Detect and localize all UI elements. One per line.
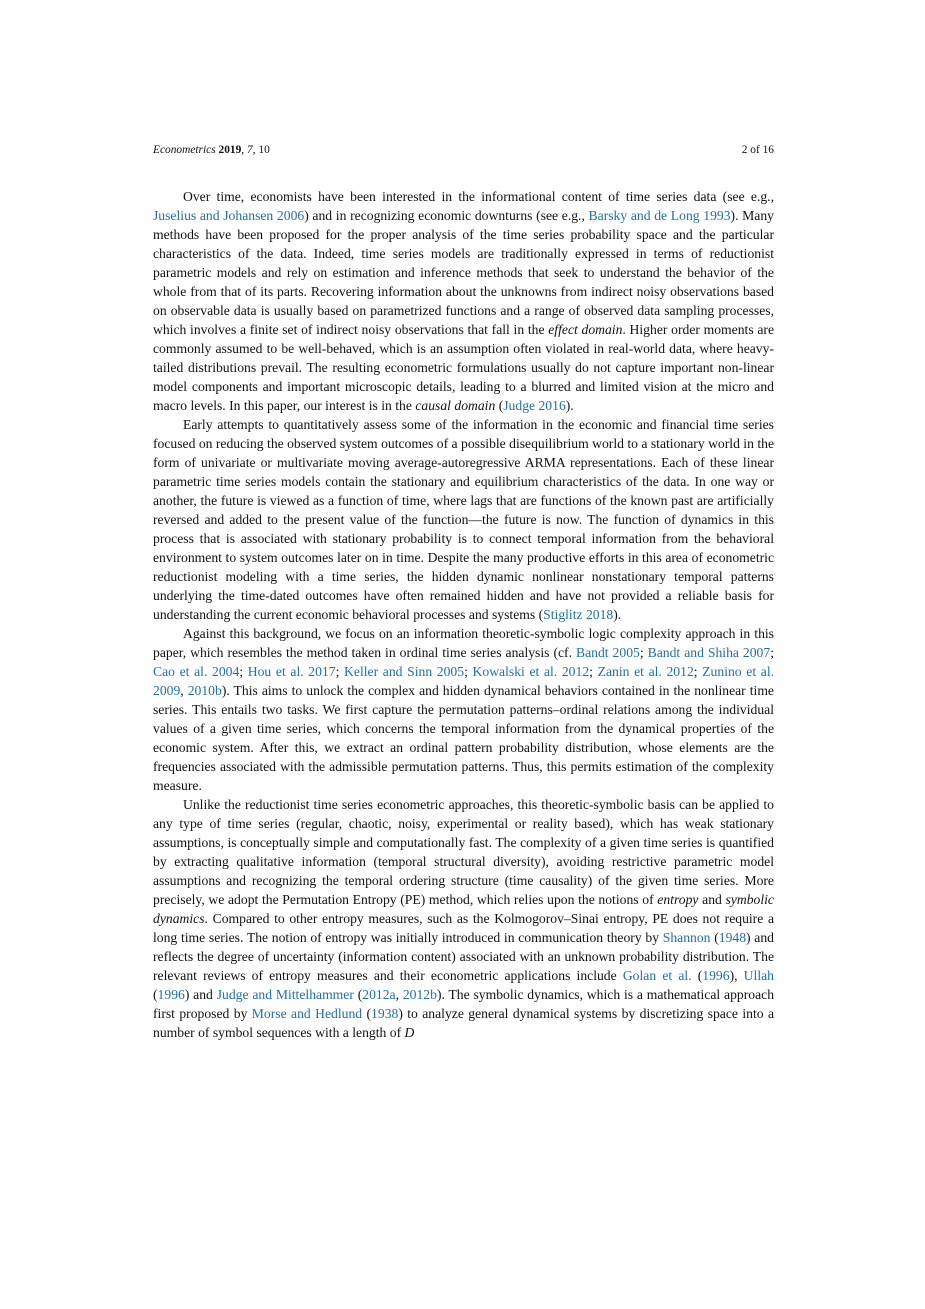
citation-link[interactable]: Stiglitz 2018 [543, 607, 614, 622]
italic-term: symbolic dynamics [153, 892, 774, 926]
text-run: ). [565, 398, 574, 413]
text-run: ( [710, 930, 719, 945]
text-run: Against this background, we focus on an information theoretic-symbolic logic complexity approach in this paper, which resembles the method taken in ordinal time series analysis (cf. [153, 626, 774, 660]
citation-link[interactable]: Ullah [743, 968, 774, 983]
text-run: ( [495, 398, 504, 413]
text-run: ) and in recognizing economic downturns (see e.g., [304, 208, 589, 223]
citation-link[interactable]: 1948 [718, 930, 747, 945]
paragraph-1 [153, 187, 774, 415]
text-run: . Higher order moments are commonly assumed to be well-behaved, which is an assumption often violated in real-world data, where heavy-tailed distributions prevail. The resulting econometric formulations usually do not capture important non-linear model components and important microscopic details, leading to a blurred and limited vision at the micro and macro levels. In this paper, our interest is in the [153, 322, 775, 413]
citation-link[interactable]: 1938 [371, 1006, 399, 1021]
text-run: , [395, 987, 403, 1002]
text-run: ( [353, 987, 363, 1002]
text-run: ; [464, 664, 473, 679]
text-run: ), [729, 968, 744, 983]
citation-link[interactable]: Morse and Hedlund [251, 1006, 363, 1021]
text-run: and [698, 892, 726, 907]
journal-volume: 7 [246, 144, 253, 156]
citation-link[interactable]: 2012b [402, 987, 437, 1002]
citation-link[interactable]: 1996 [157, 987, 185, 1002]
text-run: . Compared to other entropy measures, such as the Kolmogorov–Sinai entropy, PE does not require a long time series. The notion of entropy was initially introduced in communication theory by [153, 911, 774, 945]
text-run: ) to analyze general dynamical systems by discretizing space into a number of symbol sequences with a length of [153, 1006, 774, 1040]
text-run: ( [362, 1006, 372, 1021]
citation-link[interactable]: Keller and Sinn 2005 [344, 664, 465, 679]
italic-term: causal domain [415, 398, 496, 413]
italic-term: entropy [657, 892, 699, 907]
body-text [153, 187, 774, 1042]
citation-link[interactable]: Bandt and Shiha 2007 [647, 645, 771, 660]
citation-link[interactable]: Kowalski et al. 2012 [472, 664, 590, 679]
citation-link[interactable]: Bandt 2005 [575, 645, 640, 660]
text-run: ) and reflects the degree of uncertainty (information content) associated with an unknown probability distribution. The relevant reviews of entropy measures and their econometric applications include [153, 930, 774, 983]
text-run: Over time, economists have been interested in the informational content of time series data (see e.g., [183, 189, 774, 204]
running-head [153, 141, 774, 159]
citation-link[interactable]: Judge and Mittelhammer [216, 987, 354, 1002]
italic-term: D [404, 1025, 415, 1040]
text-run: ( [153, 987, 158, 1002]
citation-link[interactable]: Zunino et al. 2009 [153, 664, 775, 698]
citation-link[interactable]: 1996 [702, 968, 730, 983]
text-run: ). This aims to unlock the complex and hidden dynamical behaviors contained in the nonlinear time series. This entails two tasks. We first capture the permutation patterns–ordinal relations among the individual values of a given time series, which concerns the temporal information from the dynamical properties of the economic system. After this, we extract an ordinal pattern probability distribution, whose elements are the frequencies associated with the admissible permutation patterns. Thus, this permits estimation of the complexity measure. [153, 683, 774, 793]
journal-name: Econometrics [153, 144, 216, 156]
journal-year: 2019 [218, 144, 242, 156]
article-number: 10 [258, 144, 270, 156]
citation-link[interactable]: 2010b [187, 683, 222, 698]
italic-term: effect domain [548, 322, 623, 337]
text-run: ). [613, 607, 622, 622]
text-run: ; [770, 645, 774, 660]
citation-link[interactable]: Zanin et al. 2012 [597, 664, 694, 679]
citation-link[interactable]: 2012a [362, 987, 396, 1002]
citation-link[interactable]: Hou et al. 2017 [247, 664, 336, 679]
text-run: , [180, 683, 188, 698]
text-run: ; [693, 664, 703, 679]
journal-citation: Econometrics 2019, 7, 10 [153, 144, 270, 156]
citation-link[interactable]: Cao et al. 2004 [153, 664, 240, 679]
citation-link[interactable]: Barsky and de Long 1993 [588, 208, 731, 223]
paragraph-3 [153, 624, 774, 795]
text-run: ) and [184, 987, 217, 1002]
text-run: ; [639, 645, 648, 660]
text-run: ). The symbolic dynamics, which is a mathematical approach first proposed by [153, 987, 775, 1021]
paragraph-4 [153, 795, 774, 1042]
text-run: Early attempts to quantitatively assess some of the information in the economic and financial time series focused on reducing the observed system outcomes of a possible disequilibrium world to a stationary world in the form of univariate or multivariate moving average-autoregressive ARMA representations. Each of these linear parametric time series models contain the stationary and equilibrium characteristics of the data. In one way or another, the future is viewed as a function of time, where lags that are functions of the known past are artificially reversed and added to the present value of the function—the future is now. The function of dynamics in this process that is associated with stationary probability is to connect temporal information from the behavioral environment to system outcomes later on in time. Despite the many productive efforts in this area of econometric reductionist modeling with a time series, the hidden dynamic nonlinear nonstationary temporal patterns underlying the time-dated outcomes have often remained hidden and have not provided a reliable basis for understanding the current economic behavioral processes and systems ( [153, 417, 774, 622]
citation-link[interactable]: Shannon [662, 930, 711, 945]
citation-link[interactable]: Juselius and Johansen 2006 [153, 208, 305, 223]
text-run: ). Many methods have been proposed for the proper analysis of the time series probability space and the particular characteristics of the data. Indeed, time series models are traditionally expressed in terms of reductionist parametric models and rely on estimation and inference methods that seek to understand the behavior of the whole from that of its parts. Recovering information about the unknowns from indirect noisy observations based on observable data is usually based on parametrized functions and a range of observed data sampling processes, which involves a finite set of indirect noisy observations that fall in the [153, 208, 774, 337]
text-run: ; [335, 664, 345, 679]
page-number: 2 of 16 [741, 144, 774, 156]
paragraph-2 [153, 415, 774, 624]
citation-link[interactable]: Golan et al. [622, 968, 692, 983]
text-run: ; [239, 664, 248, 679]
text-run: ( [691, 968, 703, 983]
text-run: Unlike the reductionist time series econometric approaches, this theoretic-symbolic basis can be applied to any type of time series (regular, chaotic, noisy, experimental or reality based), which has weak stationary assumptions, is conceptually simple and computationally fast. The complexity of a given time series is quantified by extracting qualitative information (temporal structural diversity), avoiding restrictive parametric model assumptions and recognizing the temporal ordering structure (time causality) of the given time series. More precisely, we adopt the Permutation Entropy (PE) method, which relies upon the notions of [153, 797, 774, 907]
citation-link[interactable]: Judge 2016 [503, 398, 566, 413]
text-run: ; [589, 664, 598, 679]
